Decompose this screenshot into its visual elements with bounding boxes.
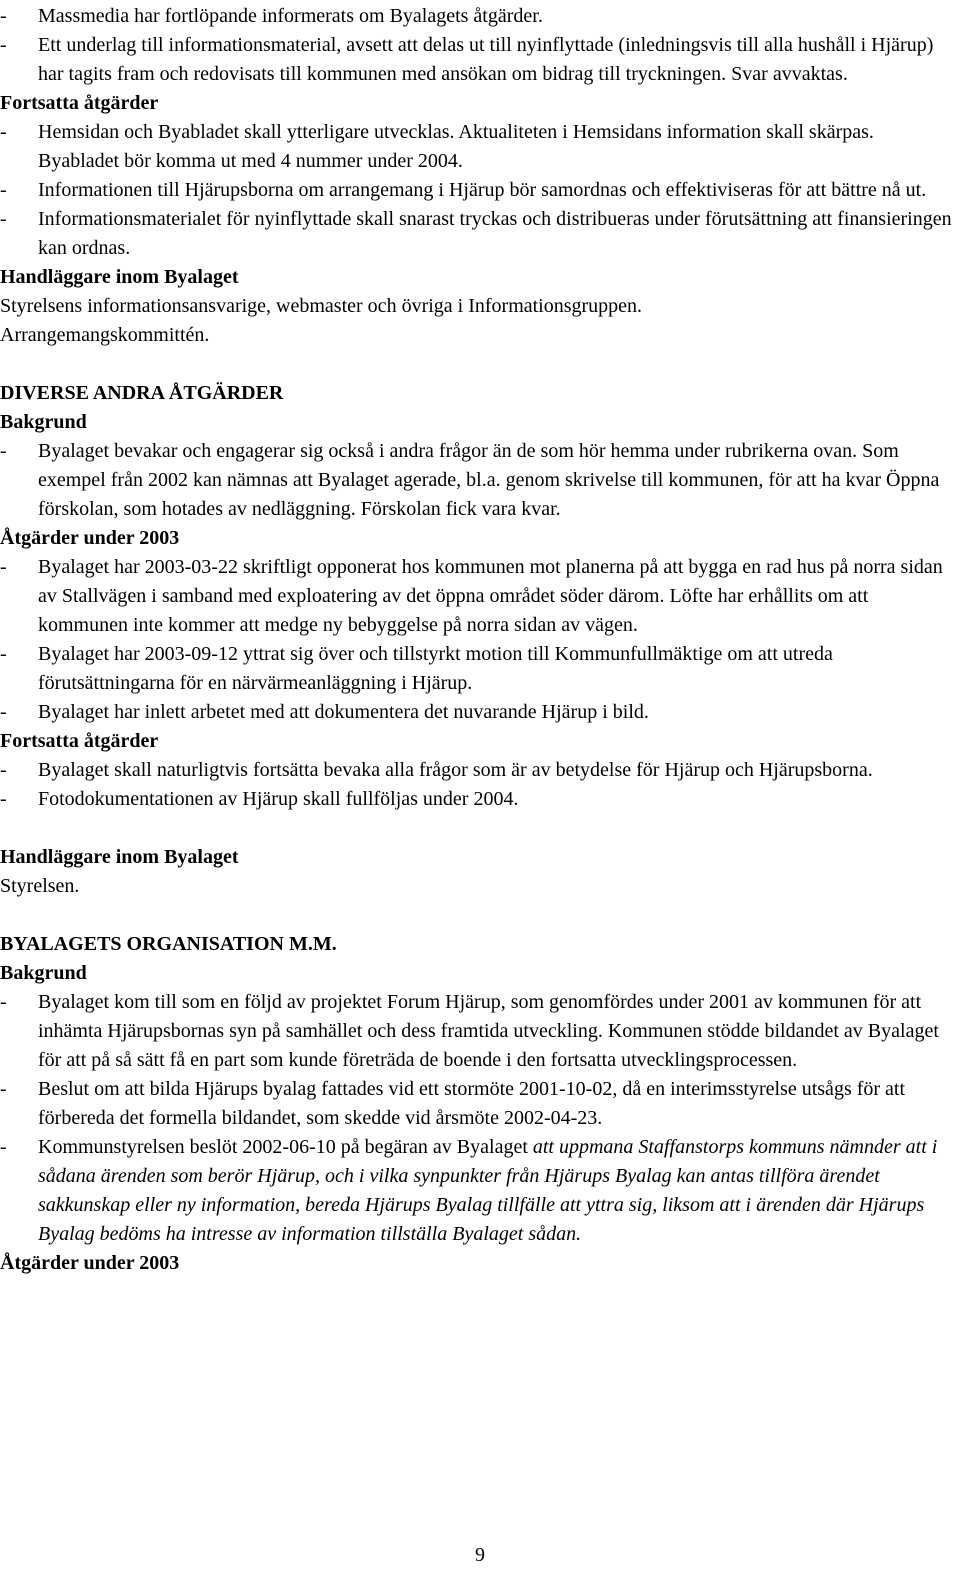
section-heading: Handläggare inom Byalaget xyxy=(0,846,239,868)
info-continued-list xyxy=(0,118,958,263)
section-heading: Bakgrund xyxy=(0,962,87,984)
list-item: - Massmedia har fortlöpande informerats om Byalagets åtgärder. xyxy=(0,5,543,27)
list-item: - Hemsidan och Byabladet skall ytterligare utvecklas. Aktualiteten i Hemsidans information skall skärpas. Byabladet bör komma ut med 4 nummer under 2004. xyxy=(0,121,874,172)
section-heading: Bakgrund xyxy=(0,411,87,433)
list-item: - Kommunstyrelsen beslöt 2002-06-10 på begäran av Byalaget att uppmana Staffanstorps kommuns nämnder att i sådana ärenden som berör Hjärup, och i vilka synpunkter från Hjärups Byalag kan antas tillföra ärendet sakkunskap eller ny information, bereda Hjärups Byalag tillfälle att yttra sig, liksom att i ärenden där Hjärups Byalag bedöms ha intresse av information tillställa Byalaget sådan. xyxy=(0,1136,938,1245)
chapter-title: BYALAGETS ORGANISATION M.M. xyxy=(0,933,337,955)
list-item: - Byalaget kom till som en följd av projektet Forum Hjärup, som genomfördes under 2001 av kommunen för att inhämta Hjärupsbornas syn på samhället och dess framtida utveckling. Kommunen stödde bildandet av Byalaget för att på så sätt få en part som kunde företräda de boende i den fortsatta utvecklingsprocessen. xyxy=(0,991,939,1071)
list-item: - Byalaget har 2003-03-22 skriftligt opponerat hos kommunen mot planerna på att bygga en rad hus på norra sidan av Stallvägen i samband med exploatering av det öppna området söder därom. Löfte har erhållits om att kommunen inte kommer att medge ny bebyggelse på norra sidan av vägen. xyxy=(0,556,943,636)
section-heading: Åtgärder under 2003 xyxy=(0,1252,180,1274)
paragraph: Styrelsen. xyxy=(0,875,80,897)
intro-list xyxy=(0,2,958,89)
list-item: - Byalaget har inlett arbetet med att dokumentera det nuvarande Hjärup i bild. xyxy=(0,701,649,723)
section-heading: Åtgärder under 2003 xyxy=(0,527,180,549)
section-heading: Handläggare inom Byalaget xyxy=(0,266,239,288)
list-item: - Informationen till Hjärupsborna om arrangemang i Hjärup bör samordnas och effektiviseras för att bättre nå ut. xyxy=(0,179,927,201)
list-item: - Ett underlag till informationsmaterial, avsett att delas ut till nyinflyttade (inledningsvis till alla hushåll i Hjärup) har tagits fram och redovisats till kommunen med ansökan om bidrag till tryckningen. Svar avvaktas. xyxy=(0,34,934,85)
quoted-decision: att uppmana Staffanstorps kommuns nämnder att i sådana ärenden som berör Hjärup, och i vilka synpunkter från Hjärups Byalag kan antas tillföra ärendet sakkunskap eller ny information, bereda Hjärups Byalag tillfälle att yttra sig, liksom att i ärenden där Hjärups Byalag bedöms ha intresse av information tillställa Byalaget sådan. xyxy=(38,1136,938,1245)
section-heading: Fortsatta åtgärder xyxy=(0,92,159,114)
list-item: - Byalaget skall naturligtvis fortsätta bevaka alla frågor som är av betydelse för Hjärup och Hjärupsborna. xyxy=(0,759,873,781)
section-heading: Fortsatta åtgärder xyxy=(0,730,159,752)
document-page xyxy=(0,2,958,1278)
paragraph: Styrelsens informationsansvarige, webmaster och övriga i Informationsgruppen. xyxy=(0,295,643,317)
chapter-title: DIVERSE ANDRA ÅTGÄRDER xyxy=(0,382,284,404)
paragraph: Arrangemangskommittén. xyxy=(0,324,210,346)
list-item: - Beslut om att bilda Hjärups byalag fattades vid ett stormöte 2001-10-02, då en interimsstyrelse utsågs för att förbereda det formella bildandet, som skedde vid årsmöte 2002-04-23. xyxy=(0,1078,906,1129)
list-item: - Byalaget har 2003-09-12 yttrat sig över och tillstyrkt motion till Kommunfullmäktige om att utreda förutsättningarna för en närvärmeanläggning i Hjärup. xyxy=(0,643,833,694)
list-item: - Byalaget bevakar och engagerar sig också i andra frågor än de som hör hemma under rubrikerna ovan. Som exempel från 2002 kan nämnas att Byalaget agerade, bl.a. genom skrivelse till kommunen, för att ha kvar Öppna förskolan, som hotades av nedläggning. Förskolan fick vara kvar. xyxy=(0,440,940,520)
list-item: - Fotodokumentationen av Hjärup skall fullföljas under 2004. xyxy=(0,788,519,810)
list-item: - Informationsmaterialet för nyinflyttade skall snarast tryckas och distribueras under förutsättning att finansieringen kan ordnas. xyxy=(0,208,952,259)
page-number: 9 xyxy=(475,1544,485,1566)
